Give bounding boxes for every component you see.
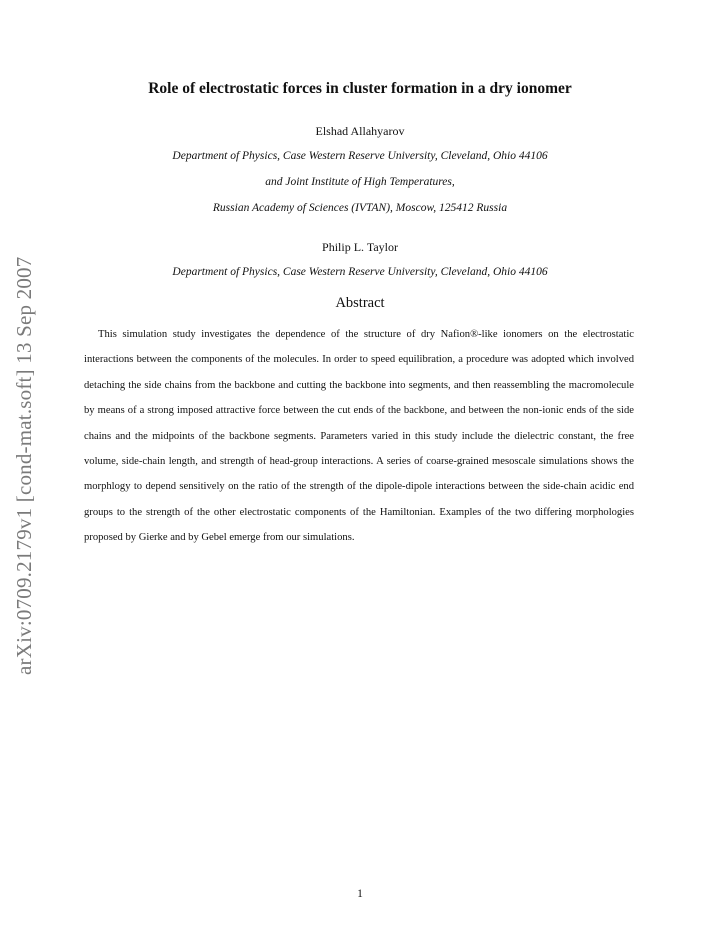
author-1-affiliation-line-3: Russian Academy of Sciences (IVTAN), Moscow, 125412 Russia bbox=[212, 202, 508, 214]
page-number: 1 bbox=[357, 888, 363, 900]
author-1-affiliation-line-2: and Joint Institute of High Temperatures, bbox=[265, 176, 455, 188]
author-name-1: Elshad Allahyarov bbox=[315, 124, 405, 138]
arxiv-identifier-stamp: arXiv:0709.2179v1 [cond-mat.soft] 13 Sep 2007 bbox=[12, 256, 36, 675]
paper-title: Role of electrostatic forces in cluster formation in a dry ionomer bbox=[148, 80, 572, 97]
abstract-heading: Abstract bbox=[335, 295, 385, 311]
author-name-2: Philip L. Taylor bbox=[322, 240, 398, 254]
author-1-affiliation-line-1: Department of Physics, Case Western Reserve University, Cleveland, Ohio 44106 bbox=[172, 150, 548, 162]
abstract-text: This simulation study investigates the dependence of the structure of dry Nafion®-like ionomers on the electrostatic interactions between the components of the molecules. In order to speed equilibration, a procedure was adopted which involved detaching the side chains from the backbone and cutting the backbone into segments, and then reassembling the macromolecule by means of a strong imposed attractive force between the cut ends of the backbone, and between the non-ionic ends of the side chains and the midpoints of the backbone segments. Parameters varied in this study include the dielectric constant, the free volume, side-chain length, and strength of head-group interactions. A series of coarse-grained mesoscale simulations shows the morphlogy to depend sensitively on the ratio of the strength of the dipole-dipole interactions between the side-chain acidic end groups to the strength of the other electrostatic components of the Hamiltonian. Examples of the two differing morphologies proposed by Gierke and by Gebel emerge from our simulations. bbox=[84, 329, 634, 544]
author-2-affiliation-line-1: Department of Physics, Case Western Reserve University, Cleveland, Ohio 44106 bbox=[172, 266, 548, 278]
